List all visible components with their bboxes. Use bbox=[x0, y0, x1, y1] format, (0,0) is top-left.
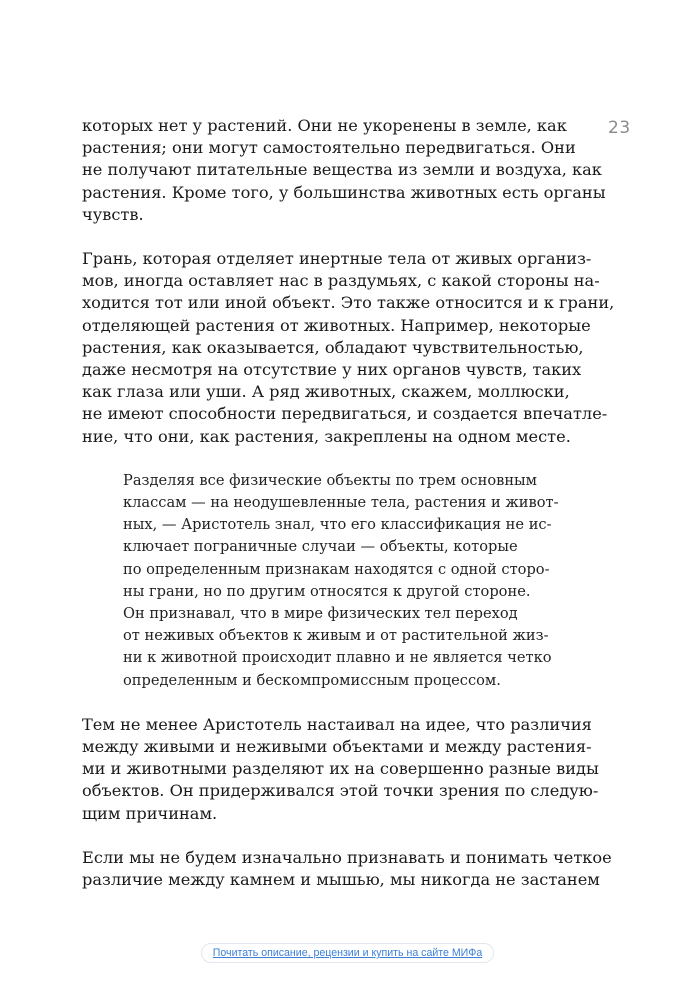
text-line: не получают питательные вещества из земли и воздуха, как bbox=[82, 160, 602, 180]
text-line: ходится тот или иной объект. Это также относится и к грани, bbox=[82, 293, 615, 313]
quote-line: по определенным признакам находятся с одной сторо- bbox=[123, 560, 550, 578]
text-line: как глаза или уши. А ряд животных, скажем, моллюски, bbox=[82, 382, 570, 402]
quote-line: определенным и бескомпромиссным процессом. bbox=[123, 671, 501, 689]
text-line: чувств. bbox=[82, 204, 144, 224]
text-line: Если мы не будем изначально признавать и понимать четкое bbox=[82, 847, 612, 867]
text-line: щим причинам. bbox=[82, 803, 218, 823]
text-line: Тем не менее Аристотель настаивал на идее, что различия bbox=[82, 714, 592, 734]
text-line: Грань, которая отделяет инертные тела от живых организ- bbox=[82, 249, 592, 269]
page-body bbox=[82, 115, 615, 891]
quote-line: классам — на неодушевленные тела, растения и живот- bbox=[123, 494, 559, 512]
page-number: 23 bbox=[608, 118, 631, 138]
text-line: которых нет у растений. Они не укоренены в земле, как bbox=[82, 116, 567, 135]
text-line: ние, что они, как растения, закреплены на одном месте. bbox=[82, 426, 571, 446]
text-line: растения; они могут самостоятельно передвигаться. Они bbox=[82, 138, 576, 158]
quote-line: ключает пограничные случаи — объекты, которые bbox=[123, 538, 518, 556]
text-line: между живыми и неживыми объектами и между растения- bbox=[82, 737, 592, 757]
quote-line: от неживых объектов к живым и от растительной жиз- bbox=[123, 627, 549, 645]
text-line: растения. Кроме того, у большинства животных есть органы bbox=[82, 182, 606, 202]
quote-line: Разделяя все физические объекты по трем основным bbox=[123, 471, 538, 489]
text-line: мов, иногда оставляет нас в раздумьях, с какой стороны на- bbox=[82, 271, 600, 291]
quote-line: ных, — Аристотель знал, что его классификация не ис- bbox=[123, 516, 552, 534]
text-line: различие между камнем и мышью, мы никогда не застанем bbox=[82, 870, 600, 890]
text-line: не имеют способности передвигаться, и создается впечатле- bbox=[82, 404, 608, 424]
block-quote bbox=[123, 470, 562, 692]
text-line: даже несмотря на отсутствие у них органов чувств, таких bbox=[82, 360, 582, 380]
paragraph bbox=[82, 847, 612, 891]
paragraph bbox=[82, 714, 599, 825]
text-line: растения, как оказывается, обладают чувствительностью, bbox=[82, 337, 584, 357]
text-line: отделяющей растения от животных. Например, некоторые bbox=[82, 315, 591, 335]
quote-line: Он признавал, что в мире физических тел переход bbox=[123, 605, 518, 623]
paragraph bbox=[82, 248, 615, 448]
quote-line: ны грани, но по другим относятся к другой стороне. bbox=[123, 582, 531, 600]
quote-line: ни к животной происходит плавно и не является четко bbox=[123, 649, 552, 667]
paragraph bbox=[82, 115, 606, 226]
buy-on-mif-link[interactable]: Почитать описание, рецензии и купить на сайте МИФа bbox=[201, 943, 494, 963]
text-line: ми и животными разделяют их на совершенно разные виды bbox=[82, 759, 599, 779]
text-line: объектов. Он придерживался этой точки зрения по следую- bbox=[82, 781, 599, 801]
